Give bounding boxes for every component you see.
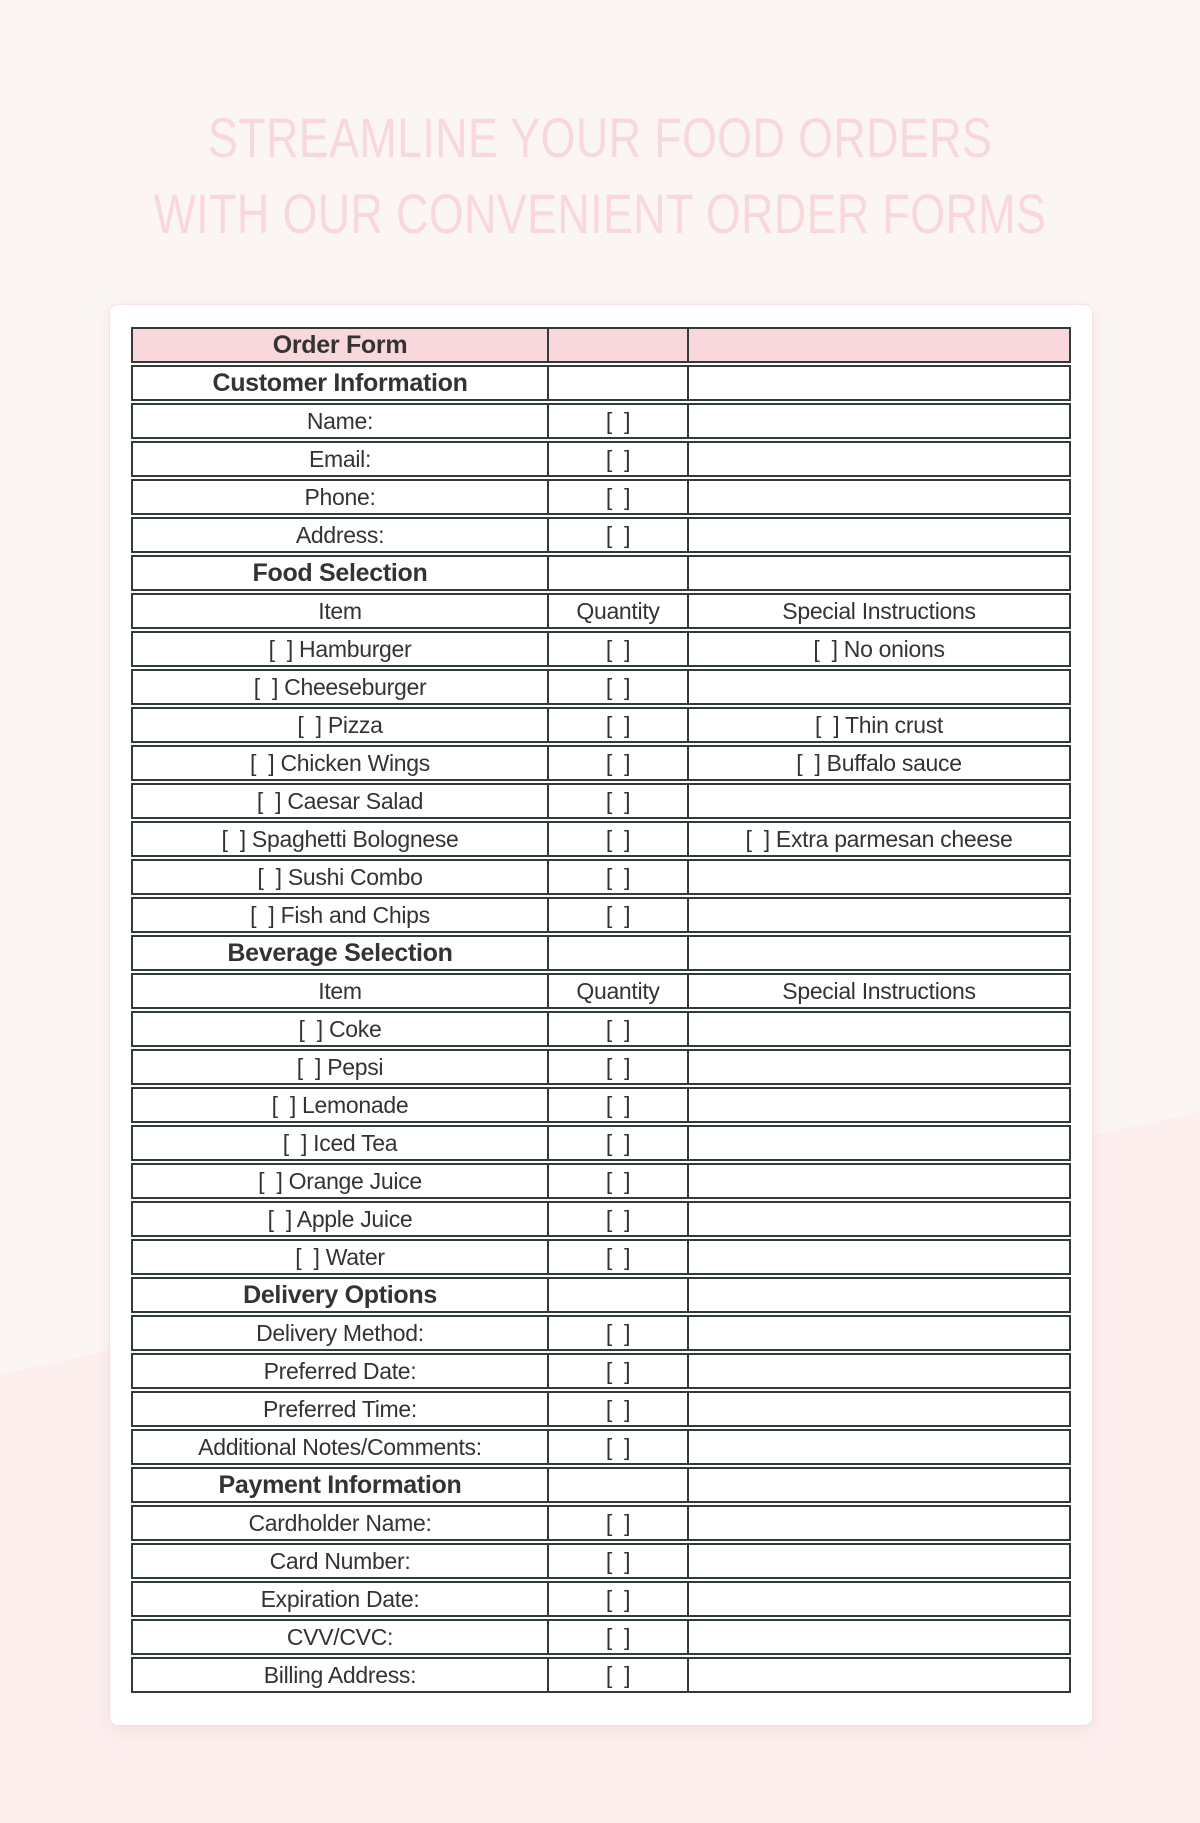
item-row-chicken-wings: [131, 745, 1071, 781]
empty-cell: [687, 1545, 1069, 1577]
section-title: Beverage Selection: [227, 938, 453, 967]
quantity-checkbox[interactable]: [ ]: [547, 747, 687, 779]
special-instruction-checkbox[interactable]: [ ] No onions: [687, 633, 1069, 665]
section-row-food-selection: [131, 555, 1071, 591]
empty-cell: [687, 1355, 1069, 1387]
column-header-quantity: Quantity: [547, 595, 687, 627]
item-row-caesar-salad: [131, 783, 1071, 819]
field-input-checkbox[interactable]: [ ]: [547, 443, 687, 475]
item-row-spaghetti-bolognese: [131, 821, 1071, 857]
empty-cell: [687, 1507, 1069, 1539]
empty-cell: [687, 937, 1069, 969]
empty-cell: [547, 367, 687, 399]
empty-cell: [687, 1127, 1069, 1159]
item-checkbox[interactable]: [ ] Fish and Chips: [250, 901, 430, 928]
item-row-sushi-combo: [131, 859, 1071, 895]
empty-cell: [687, 481, 1069, 513]
empty-cell: [687, 671, 1069, 703]
quantity-checkbox[interactable]: [ ]: [547, 671, 687, 703]
field-label: Email:: [308, 445, 372, 472]
section-row-customer-information: [131, 365, 1071, 401]
field-label: Preferred Time:: [263, 1395, 417, 1422]
field-row-preferred-date: [131, 1353, 1071, 1389]
quantity-checkbox[interactable]: [ ]: [547, 1051, 687, 1083]
empty-cell: [687, 1203, 1069, 1235]
field-input-checkbox[interactable]: [ ]: [547, 481, 687, 513]
empty-cell: [687, 329, 1069, 361]
field-row-phone: [131, 479, 1071, 515]
item-checkbox[interactable]: [ ] Apple Juice: [267, 1205, 413, 1232]
quantity-checkbox[interactable]: [ ]: [547, 785, 687, 817]
item-row-pizza: [131, 707, 1071, 743]
column-header-row: [131, 593, 1071, 629]
empty-cell: [687, 1013, 1069, 1045]
empty-cell: [687, 1317, 1069, 1349]
item-row-cheeseburger: [131, 669, 1071, 705]
quantity-checkbox[interactable]: [ ]: [547, 709, 687, 741]
quantity-checkbox[interactable]: [ ]: [547, 861, 687, 893]
empty-cell: [687, 1089, 1069, 1121]
field-label: Billing Address:: [263, 1661, 417, 1688]
empty-cell: [547, 1469, 687, 1501]
item-row-coke: [131, 1011, 1071, 1047]
item-checkbox[interactable]: [ ] Lemonade: [271, 1091, 409, 1118]
column-header-quantity: Quantity: [547, 975, 687, 1007]
field-row-billing-address: [131, 1657, 1071, 1693]
quantity-checkbox[interactable]: [ ]: [547, 1165, 687, 1197]
empty-cell: [687, 1659, 1069, 1691]
empty-cell: [547, 1279, 687, 1311]
field-label: Expiration Date:: [260, 1585, 420, 1612]
field-row-cvv-cvc: [131, 1619, 1071, 1655]
quantity-checkbox[interactable]: [ ]: [547, 1013, 687, 1045]
empty-cell: [687, 519, 1069, 551]
page-title-line-2: WITH OUR CONVENIENT ORDER FORMS: [153, 182, 1047, 245]
empty-cell: [687, 1165, 1069, 1197]
empty-cell: [687, 1621, 1069, 1653]
item-checkbox[interactable]: [ ] Cheeseburger: [253, 673, 427, 700]
section-title: Food Selection: [252, 558, 428, 587]
empty-cell: [547, 937, 687, 969]
field-row-card-number: [131, 1543, 1071, 1579]
empty-cell: [687, 1051, 1069, 1083]
special-instruction-checkbox[interactable]: [ ] Thin crust: [687, 709, 1069, 741]
field-input-checkbox[interactable]: [ ]: [547, 1317, 687, 1349]
item-row-apple-juice: [131, 1201, 1071, 1237]
item-checkbox[interactable]: [ ] Water: [295, 1243, 385, 1270]
empty-cell: [687, 367, 1069, 399]
empty-cell: [687, 557, 1069, 589]
field-label: Additional Notes/Comments:: [198, 1433, 482, 1460]
field-row-delivery-method: [131, 1315, 1071, 1351]
field-input-checkbox[interactable]: [ ]: [547, 405, 687, 437]
field-row-address: [131, 517, 1071, 553]
column-header-item: Item: [318, 977, 362, 1004]
item-checkbox[interactable]: [ ] Pepsi: [296, 1053, 384, 1080]
quantity-checkbox[interactable]: [ ]: [547, 1241, 687, 1273]
empty-cell: [687, 1583, 1069, 1615]
field-row-additional-notes: [131, 1429, 1071, 1465]
quantity-checkbox[interactable]: [ ]: [547, 823, 687, 855]
section-title: Payment Information: [218, 1470, 462, 1499]
quantity-checkbox[interactable]: [ ]: [547, 1203, 687, 1235]
field-label: Address:: [295, 521, 385, 548]
order-form-table: [131, 327, 1071, 1695]
empty-cell: [687, 861, 1069, 893]
field-input-checkbox[interactable]: [ ]: [547, 1659, 687, 1691]
field-row-expiration-date: [131, 1581, 1071, 1617]
item-checkbox[interactable]: [ ] Orange Juice: [258, 1167, 422, 1194]
field-row-cardholder-name: [131, 1505, 1071, 1541]
item-checkbox[interactable]: [ ] Iced Tea: [282, 1129, 398, 1156]
empty-cell: [547, 329, 687, 361]
field-label: Phone:: [304, 483, 376, 510]
item-checkbox[interactable]: [ ] Pizza: [297, 711, 383, 738]
special-instruction-checkbox[interactable]: [ ] Extra parmesan cheese: [687, 823, 1069, 855]
section-title: Customer Information: [212, 368, 468, 397]
item-checkbox[interactable]: [ ] Spaghetti Bolognese: [221, 825, 459, 852]
form-card: [110, 305, 1092, 1725]
item-row-lemonade: [131, 1087, 1071, 1123]
empty-cell: [687, 1393, 1069, 1425]
item-checkbox[interactable]: [ ] Hamburger: [268, 635, 412, 662]
section-row-beverage-selection: [131, 935, 1071, 971]
item-row-fish-and-chips: [131, 897, 1071, 933]
field-row-name: [131, 403, 1071, 439]
field-row-email: [131, 441, 1071, 477]
order-form-header-row: [131, 327, 1071, 363]
field-label: Name:: [306, 407, 374, 434]
item-row-pepsi: [131, 1049, 1071, 1085]
field-input-checkbox[interactable]: [ ]: [547, 1355, 687, 1387]
field-row-preferred-time: [131, 1391, 1071, 1427]
empty-cell: [687, 443, 1069, 475]
quantity-checkbox[interactable]: [ ]: [547, 899, 687, 931]
field-input-checkbox[interactable]: [ ]: [547, 1431, 687, 1463]
item-row-hamburger: [131, 631, 1071, 667]
section-row-payment-information: [131, 1467, 1071, 1503]
field-label: Preferred Date:: [263, 1357, 417, 1384]
item-checkbox[interactable]: [ ] Chicken Wings: [250, 749, 430, 776]
empty-cell: [687, 1431, 1069, 1463]
field-label: Delivery Method:: [256, 1319, 424, 1346]
column-header-row: [131, 973, 1071, 1009]
item-checkbox[interactable]: [ ] Caesar Salad: [256, 787, 424, 814]
empty-cell: [687, 405, 1069, 437]
quantity-checkbox[interactable]: [ ]: [547, 1089, 687, 1121]
field-label: Card Number:: [269, 1547, 411, 1574]
column-header-special-instructions: Special Instructions: [687, 975, 1069, 1007]
quantity-checkbox[interactable]: [ ]: [547, 1127, 687, 1159]
item-row-iced-tea: [131, 1125, 1071, 1161]
field-input-checkbox[interactable]: [ ]: [547, 1393, 687, 1425]
empty-cell: [687, 1469, 1069, 1501]
quantity-checkbox[interactable]: [ ]: [547, 633, 687, 665]
item-row-orange-juice: [131, 1163, 1071, 1199]
form-title: Order Form: [272, 330, 408, 359]
page-title-line-1: STREAMLINE YOUR FOOD ORDERS: [207, 106, 993, 169]
column-header-special-instructions: Special Instructions: [687, 595, 1069, 627]
empty-cell: [687, 785, 1069, 817]
item-row-water: [131, 1239, 1071, 1275]
item-checkbox[interactable]: [ ] Coke: [298, 1015, 382, 1042]
empty-cell: [687, 1279, 1069, 1311]
section-title: Delivery Options: [243, 1280, 437, 1309]
field-label: Cardholder Name:: [248, 1509, 432, 1536]
empty-cell: [687, 1241, 1069, 1273]
field-input-checkbox[interactable]: [ ]: [547, 1507, 687, 1539]
field-input-checkbox[interactable]: [ ]: [547, 1621, 687, 1653]
empty-cell: [687, 899, 1069, 931]
field-input-checkbox[interactable]: [ ]: [547, 519, 687, 551]
section-row-delivery-options: [131, 1277, 1071, 1313]
field-input-checkbox[interactable]: [ ]: [547, 1545, 687, 1577]
item-checkbox[interactable]: [ ] Sushi Combo: [257, 863, 423, 890]
page-title: [0, 100, 1200, 252]
field-label: CVV/CVC:: [286, 1623, 394, 1650]
field-input-checkbox[interactable]: [ ]: [547, 1583, 687, 1615]
column-header-item: Item: [318, 597, 362, 624]
special-instruction-checkbox[interactable]: [ ] Buffalo sauce: [687, 747, 1069, 779]
empty-cell: [547, 557, 687, 589]
